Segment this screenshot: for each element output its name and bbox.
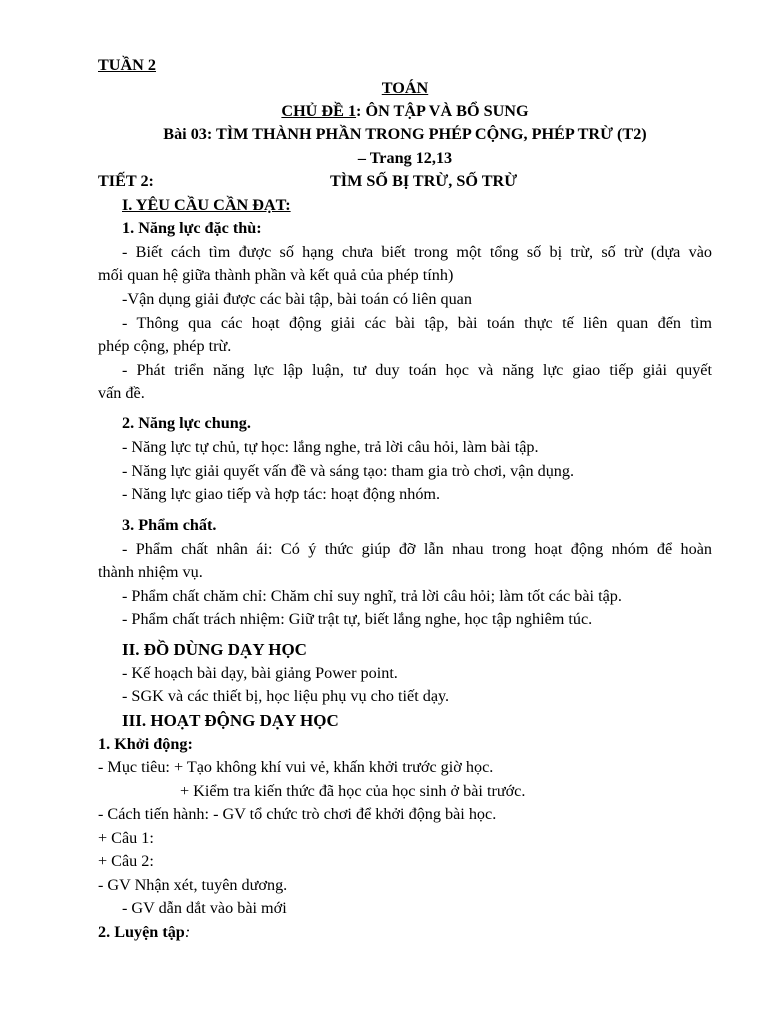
subject-title: TOÁN [381, 79, 429, 97]
section-1-title: I. YÊU CẦU CẦN ĐẠT: [122, 196, 291, 214]
paragraph-line: - Phát triển năng lực lập luận, tư duy toán học và năng lực giao tiếp giải quyết [122, 361, 712, 379]
paragraph-line: thành nhiệm vụ. [98, 563, 203, 581]
paragraph-line: - Thông qua các hoạt động giải các bài tập, bài toán thực tế liên quan đến tìm [122, 314, 712, 332]
section-3-title: III. HOẠT ĐỘNG DẠY HỌC [122, 711, 339, 730]
paragraph-line: - GV dẫn dắt vào bài mới [122, 899, 287, 917]
paragraph-line: - Phẩm chất chăm chỉ: Chăm chỉ suy nghĩ, trả lời câu hỏi; làm tốt các bài tập. [122, 587, 622, 605]
paragraph-line: - Biết cách tìm được số hạng chưa biết trong một tổng số bị trừ, số trừ (dựa vào [122, 243, 712, 261]
lesson-pages: – Trang 12,13 [357, 149, 453, 167]
paragraph-line: + Câu 1: [98, 829, 154, 847]
paragraph-line: - Phẩm chất trách nhiệm: Giữ trật tự, biết lắng nghe, học tập nghiêm túc. [122, 610, 593, 628]
paragraph-line: - Năng lực tự chủ, tự học: lắng nghe, trả lời câu hỏi, làm bài tập. [122, 438, 539, 456]
paragraph-line: mối quan hệ giữa thành phần và kết quả của phép tính) [98, 266, 454, 284]
paragraph-line: -Vận dụng giải được các bài tập, bài toán có liên quan [122, 290, 472, 308]
paragraph-line: vấn đề. [98, 384, 145, 402]
paragraph-line: - Mục tiêu: + Tạo không khí vui vẻ, khấn khởi trước giờ học. [98, 758, 494, 776]
section-2-title: II. ĐỒ DÙNG DẠY HỌC [122, 640, 307, 659]
period-label: TIẾT 2: [98, 172, 154, 190]
activity-1-title: 1. Khởi động: [98, 735, 193, 753]
subsection-1-title: 1. Năng lực đặc thù: [122, 219, 262, 237]
topic-rest: : ÔN TẬP VÀ BỔ SUNG [356, 102, 529, 120]
lesson-title: Bài 03: TÌM THÀNH PHẦN TRONG PHÉP CỘNG, PHÉP TRỪ (T2) [163, 125, 647, 143]
period-title: TÌM SỐ BỊ TRỪ, SỐ TRỪ [330, 172, 518, 190]
paragraph-line: - Phẩm chất nhân ái: Có ý thức giúp đỡ lẫn nhau trong hoạt động nhóm để hoàn [122, 540, 712, 558]
paragraph-line: - Kế hoạch bài dạy, bài giảng Power point. [122, 664, 398, 682]
subsection-3-title: 3. Phẩm chất. [122, 516, 217, 534]
paragraph-line: - Năng lực giao tiếp và hợp tác: hoạt động nhóm. [122, 485, 441, 503]
topic-label: CHỦ ĐỀ 1 [281, 102, 357, 120]
paragraph-line: phép cộng, phép trừ. [98, 337, 232, 355]
paragraph-line: + Câu 2: [98, 852, 154, 870]
subsection-2-title: 2. Năng lực chung. [122, 414, 251, 432]
activity-2-title [98, 921, 712, 944]
paragraph-line: - Năng lực giải quyết vấn đề và sáng tạo: tham gia trò chơi, vận dụng. [122, 462, 575, 480]
paragraph-line: + Kiểm tra kiến thức đã học của học sinh ở bài trước. [180, 782, 526, 800]
topic-title [98, 100, 712, 123]
week-label: TUẦN 2 [98, 56, 157, 74]
paragraph-line: - GV Nhận xét, tuyên dương. [98, 876, 288, 894]
activity-2-colon: : [184, 923, 191, 941]
paragraph-line: - SGK và các thiết bị, học liệu phụ vụ cho tiết dạy. [122, 687, 450, 705]
activity-2-label: 2. Luyện tập [98, 923, 185, 941]
paragraph-line: - Cách tiến hành: - GV tổ chức trò chơi để khởi động bài học. [98, 805, 497, 823]
